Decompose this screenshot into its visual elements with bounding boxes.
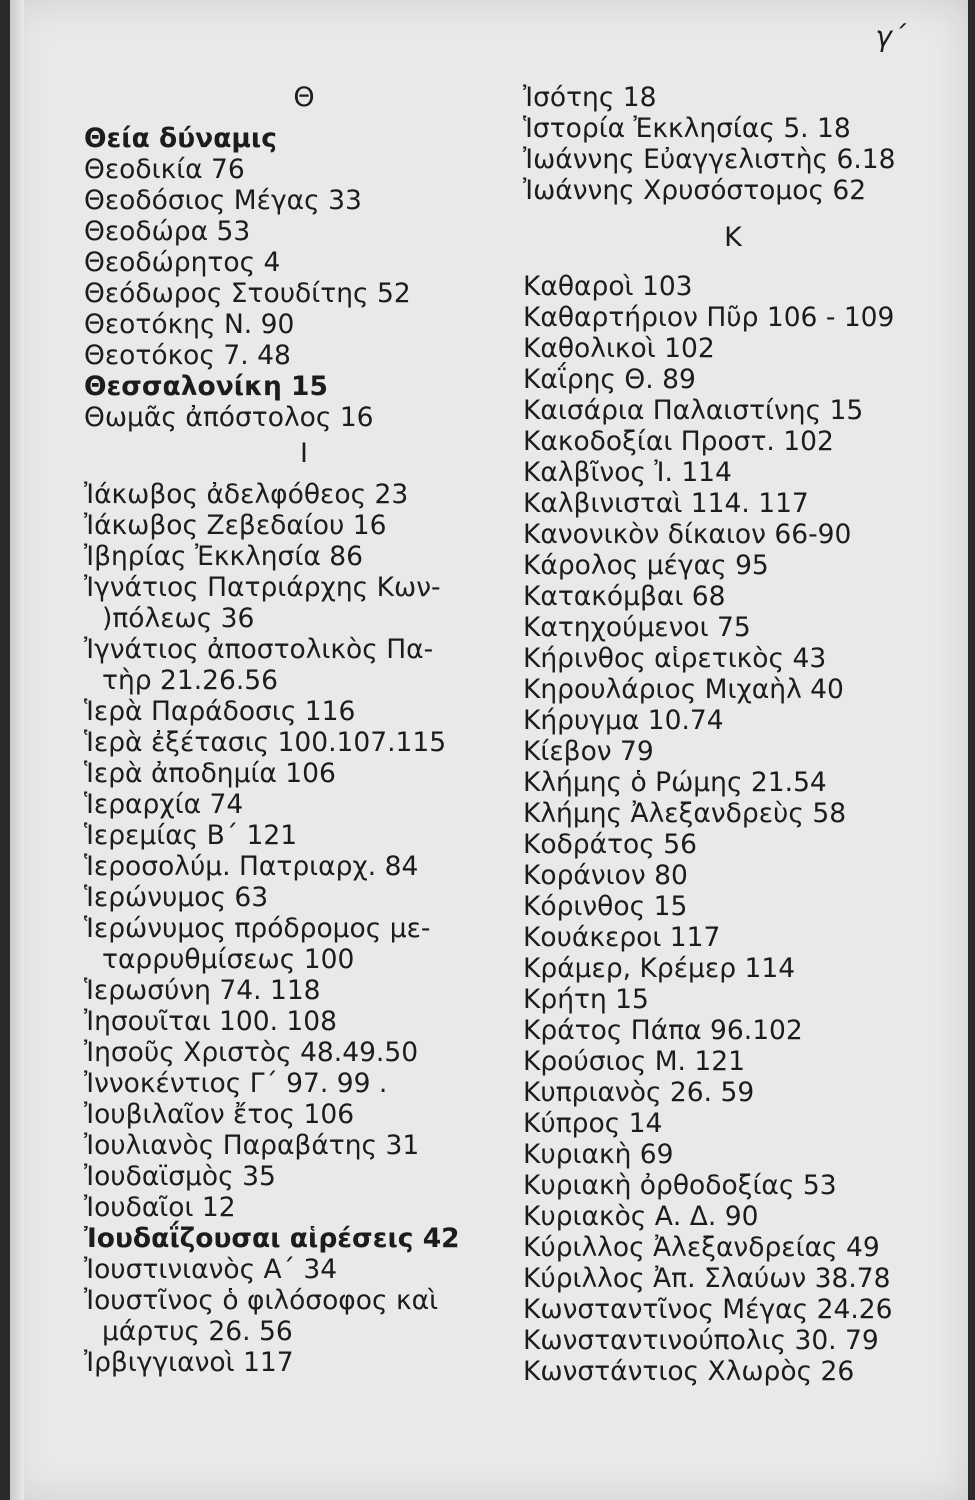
index-entry: Κόρινθος 15 (523, 891, 688, 922)
index-entry: Κυριακὴ 69 (523, 1139, 674, 1170)
index-entry: Ἱεροσολύμ. Πατριαρχ. 84 (84, 851, 419, 882)
index-entry: Κυπριανὸς 26. 59 (523, 1077, 755, 1108)
index-entry: Κίεβον 79 (523, 736, 654, 767)
index-entry: Θεοδώρητος 4 (84, 247, 281, 278)
index-entry: Καλβινισταὶ 114. 117 (523, 488, 809, 519)
index-entry: Θωμᾶς ἀπόστολος 16 (84, 402, 374, 433)
index-entry: Κράμερ, Κρέμερ 114 (523, 953, 796, 984)
left-column (84, 82, 524, 1378)
index-entry: Καισάρια Παλαιστίνης 15 (523, 395, 864, 426)
index-entry: Κρούσιος Μ. 121 (523, 1046, 745, 1077)
index-entry: Ἰσότης 18 (523, 82, 657, 113)
index-entry: Ἰουλιανὸς Παραβάτης 31 (84, 1130, 420, 1161)
index-entry: Θεοδόσιος Μέγας 33 (84, 185, 362, 216)
index-entry: Κυριακὴ ὀρθοδοξίας 53 (523, 1170, 837, 1201)
index-entry: Κωνστάντιος Χλωρὸς 26 (523, 1356, 855, 1387)
index-entry: Θεοδικία 76 (84, 154, 245, 185)
index-entry: Καΐρης Θ. 89 (523, 364, 696, 395)
index-entry: Ἱστορία Ἐκκλησίας 5. 18 (523, 113, 851, 144)
index-page (10, 0, 968, 1500)
index-entry: Ἰγνάτιος ἀποστολικὸς Πα- (84, 634, 434, 665)
index-entry: Κατακόμβαι 68 (523, 581, 726, 612)
index-entry: Κουάκεροι 117 (523, 922, 721, 953)
page-edge-shadow (10, 0, 24, 1500)
index-entry: Κήρινθος αἱρετικὸς 43 (523, 643, 827, 674)
index-entry: Θεσσαλονίκη 15 (84, 371, 328, 402)
index-entry: Ἰουστινιανὸς Α΄ 34 (84, 1254, 338, 1285)
index-entry: Κρήτη 15 (523, 984, 649, 1015)
page-number: γ΄ (875, 20, 906, 53)
index-entry: Καλβῖνος Ἰ. 114 (523, 457, 732, 488)
index-entry: )πόλεως 36 (102, 603, 255, 634)
index-entry: Θεοδώρα 53 (84, 216, 251, 247)
index-entry: Ἰάκωβος Ζεβεδαίου 16 (84, 510, 387, 541)
index-entry: Κοράνιον 80 (523, 860, 688, 891)
index-entry: Ἱερὰ ἀποδημία 106 (84, 758, 336, 789)
index-entry: Ἰννοκέντιος Γ΄ 97. 99 . (84, 1068, 388, 1099)
index-entry: Κύπρος 14 (523, 1108, 663, 1139)
index-entry: Κοδράτος 56 (523, 829, 697, 860)
index-entry: Ἰουδαΐζουσαι αἱρέσεις 42 (84, 1223, 460, 1254)
index-entry: Ἱερώνυμος 63 (84, 882, 269, 913)
index-entry: Κάρολος μέγας 95 (523, 550, 769, 581)
index-entry: Θεία δύναμις (84, 123, 277, 154)
index-entry: Ἰωάννης Εὐαγγελιστὴς 6.18 (523, 144, 896, 175)
index-entry: Κλήμης ὁ Ρώμης 21.54 (523, 767, 827, 798)
right-column (523, 82, 943, 1387)
index-entry: Ἰωάννης Χρυσόστομος 62 (523, 175, 867, 206)
index-entry: Ἱερεμίας Β΄ 121 (84, 820, 298, 851)
index-entry: Ἰάκωβος ἀδελφόθεος 23 (84, 479, 409, 510)
section-letter-theta: Θ (293, 82, 315, 113)
index-entry: Ἱερώνυμος πρόδρομος με- (84, 913, 431, 944)
index-entry: Ἰουβιλαῖον ἔτος 106 (84, 1099, 355, 1130)
index-entry: Κύριλλος Ἀλεξανδρείας 49 (523, 1232, 880, 1263)
index-entry: Κήρυγμα 10.74 (523, 705, 724, 736)
index-entry: Κλήμης Ἀλεξανδρεὺς 58 (523, 798, 847, 829)
index-entry: Ἰησοῦς Χριστὸς 48.49.50 (84, 1037, 419, 1068)
index-entry: μάρτυς 26. 56 (102, 1316, 293, 1347)
index-entry: Κυριακὸς Α. Δ. 90 (523, 1201, 759, 1232)
index-entry: Ἱεραρχία 74 (84, 789, 244, 820)
index-entry: Θεοτόκης Ν. 90 (84, 309, 295, 340)
index-entry: Κωνσταντῖνος Μέγας 24.26 (523, 1294, 893, 1325)
index-entry: Ἱερωσύνη 74. 118 (84, 975, 321, 1006)
index-entry: Ἰουστῖνος ὁ φιλόσοφος καὶ (84, 1285, 439, 1316)
section-letter-kappa: Κ (724, 222, 742, 253)
index-entry: Ἰουδαϊσμὸς 35 (84, 1161, 276, 1192)
index-entry: Κατηχούμενοι 75 (523, 612, 751, 643)
section-letter-iota: Ι (300, 438, 308, 469)
index-entry: ταρρυθμίσεως 100 (102, 944, 355, 975)
index-entry: Καθολικοὶ 102 (523, 333, 715, 364)
index-entry: Ἱερὰ Παράδοσις 116 (84, 696, 356, 727)
index-entry: Κωνσταντινούπολις 30. 79 (523, 1325, 879, 1356)
index-entry: Κανονικὸν δίκαιον 66-90 (523, 519, 852, 550)
index-entry: Θεοτόκος 7. 48 (84, 340, 291, 371)
index-entry: Κύριλλος Ἀπ. Σλαύων 38.78 (523, 1263, 891, 1294)
index-entry: Ἱερὰ ἐξέτασις 100.107.115 (84, 727, 447, 758)
index-entry: Ἰγνάτιος Πατριάρχης Κων- (84, 572, 441, 603)
index-entry: Ἰουδαῖοι 12 (84, 1192, 236, 1223)
index-entry: Ἰβηρίας Ἐκκλησία 86 (84, 541, 363, 572)
index-entry: Καθαροὶ 103 (523, 271, 693, 302)
index-entry: Ἰησουῖται 100. 108 (84, 1006, 337, 1037)
index-entry: Θεόδωρος Στουδίτης 52 (84, 278, 411, 309)
index-entry: Ἰρβιγγιανοὶ 117 (84, 1347, 294, 1378)
index-entry: Κακοδοξίαι Προστ. 102 (523, 426, 834, 457)
index-entry: τὴρ 21.26.56 (102, 665, 279, 696)
index-entry: Καθαρτήριον Πῦρ 106 - 109 (523, 302, 895, 333)
index-entry: Κράτος Πάπα 96.102 (523, 1015, 803, 1046)
index-entry: Κηρουλάριος Μιχαὴλ 40 (523, 674, 844, 705)
